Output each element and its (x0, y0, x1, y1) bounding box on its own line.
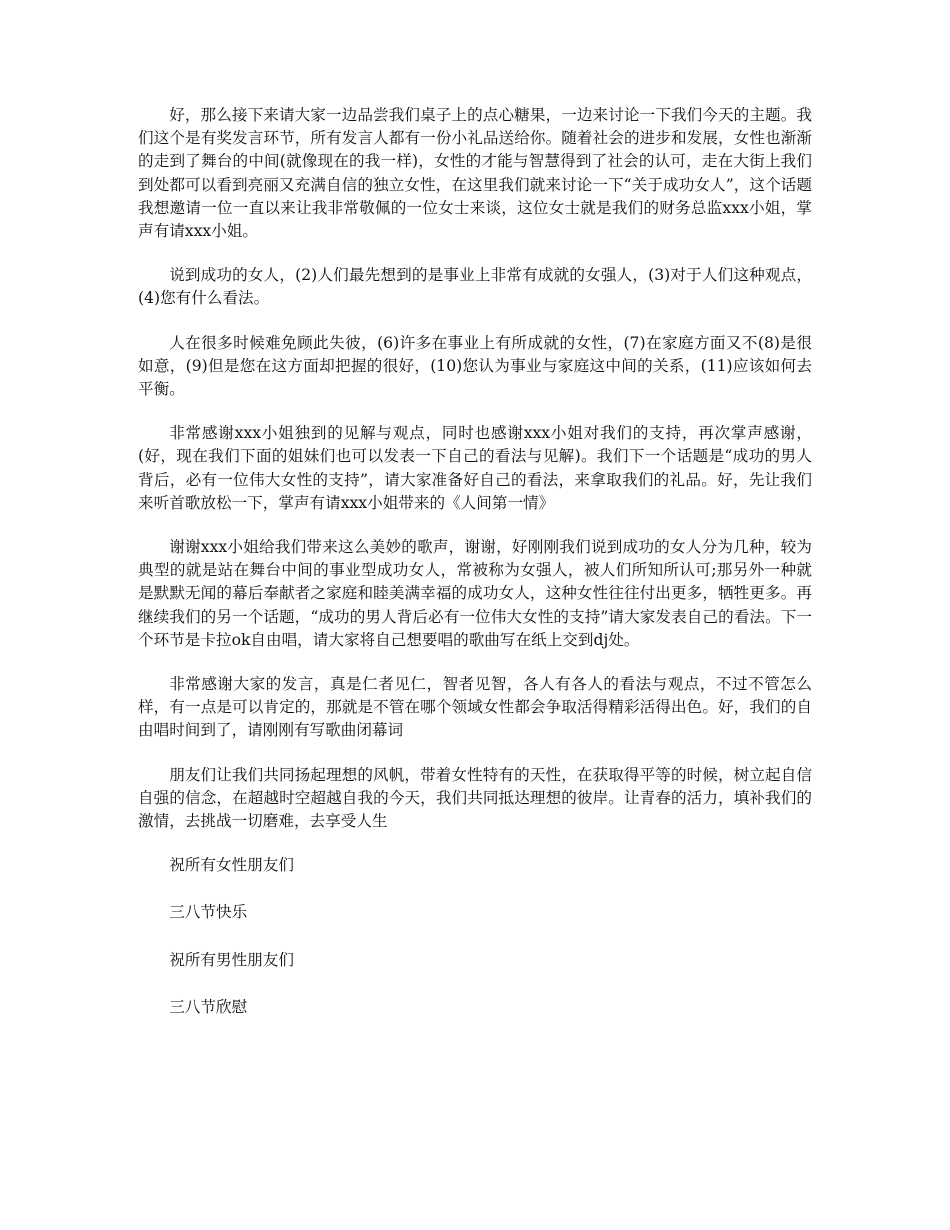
paragraph-5: 谢谢xxx小姐给我们带来这么美妙的歌声，谢谢，好刚刚我们说到成功的女人分为几种，较为典型的就是站在舞台中间的事业型成功女人，常被称为女强人，被人们所知所认可;那另外一种就是默默无闻的幕后奉献者之家庭和睦美满幸福的成功女人，这种女性往往付出更多，牺牲更多。再继续我们的另一个话题，“成功的男人背后必有一位伟大女性的支持”请大家发表自己的看法。下一个环节是卡拉ok自由唱，请大家将自己想要唱的歌曲写在纸上交到dj处。 (138, 538, 812, 649)
document-body (138, 104, 812, 1043)
closing-line-3: 祝所有男性朋友们 (169, 950, 294, 969)
paragraph-2: 说到成功的女人，(2)人们最先想到的是事业上非常有成就的女强人，(3)对于人们这种观点，(4)您有什么看法。 (138, 266, 812, 308)
paragraph-1: 好，那么接下来请大家一边品尝我们桌子上的点心糖果，一边来讨论一下我们今天的主题。我们这个是有奖发言环节，所有发言人都有一份小礼品送给你。随着社会的进步和发展，女性也渐渐的走到了舞台的中间(就像现在的我一样)，女性的才能与智慧得到了社会的认可，走在大街上我们到处都可以看到亮丽又充满自信的独立女性，在这里我们就来讨论一下“关于成功女人”，这个话题我想邀请一位一直以来让我非常敬佩的一位女士来谈，这位女士就是我们的财务总监xxx小姐，掌声有请xxx小姐。 (138, 106, 812, 241)
paragraph-4: 非常感谢xxx小姐独到的见解与观点，同时也感谢xxx小姐对我们的支持，再次掌声感谢，(好，现在我们下面的姐妹们也可以发表一下自己的看法与见解)。我们下一个话题是“成功的男人背后，必有一位伟大女性的支持”，请大家准备好自己的看法，来拿取我们的礼品。好，先让我们来听首歌放松一下，掌声有请xxx小姐带来的《人间第一情》 (138, 424, 812, 512)
closing-line-1: 祝所有女性朋友们 (169, 856, 294, 875)
paragraph-7: 朋友们让我们共同扬起理想的风帆，带着女性特有的天性，在获取得平等的时候，树立起自信自强的信念，在超越时空超越自我的今天，我们共同抵达理想的彼岸。让青春的活力，填补我们的激情，去挑战一切磨难，去享受人生 (138, 765, 812, 831)
closing-line-4: 三八节欣慰 (169, 997, 248, 1016)
closing-line-2: 三八节快乐 (169, 903, 248, 922)
paragraph-3: 人在很多时候难免顾此失彼，(6)许多在事业上有所成就的女性，(7)在家庭方面又不(8)是很如意，(9)但是您在这方面却把握的很好，(10)您认为事业与家庭这中间的关系，(11)应该如何去平衡。 (138, 333, 812, 399)
paragraph-6: 非常感谢大家的发言，真是仁者见仁，智者见智，各人有各人的看法与观点，不过不管怎么样，有一点是可以肯定的，那就是不管在哪个领域女性都会争取活得精彩活得出色。好，我们的自由唱时间到了，请刚刚有写歌曲闭幕词 (138, 675, 812, 740)
